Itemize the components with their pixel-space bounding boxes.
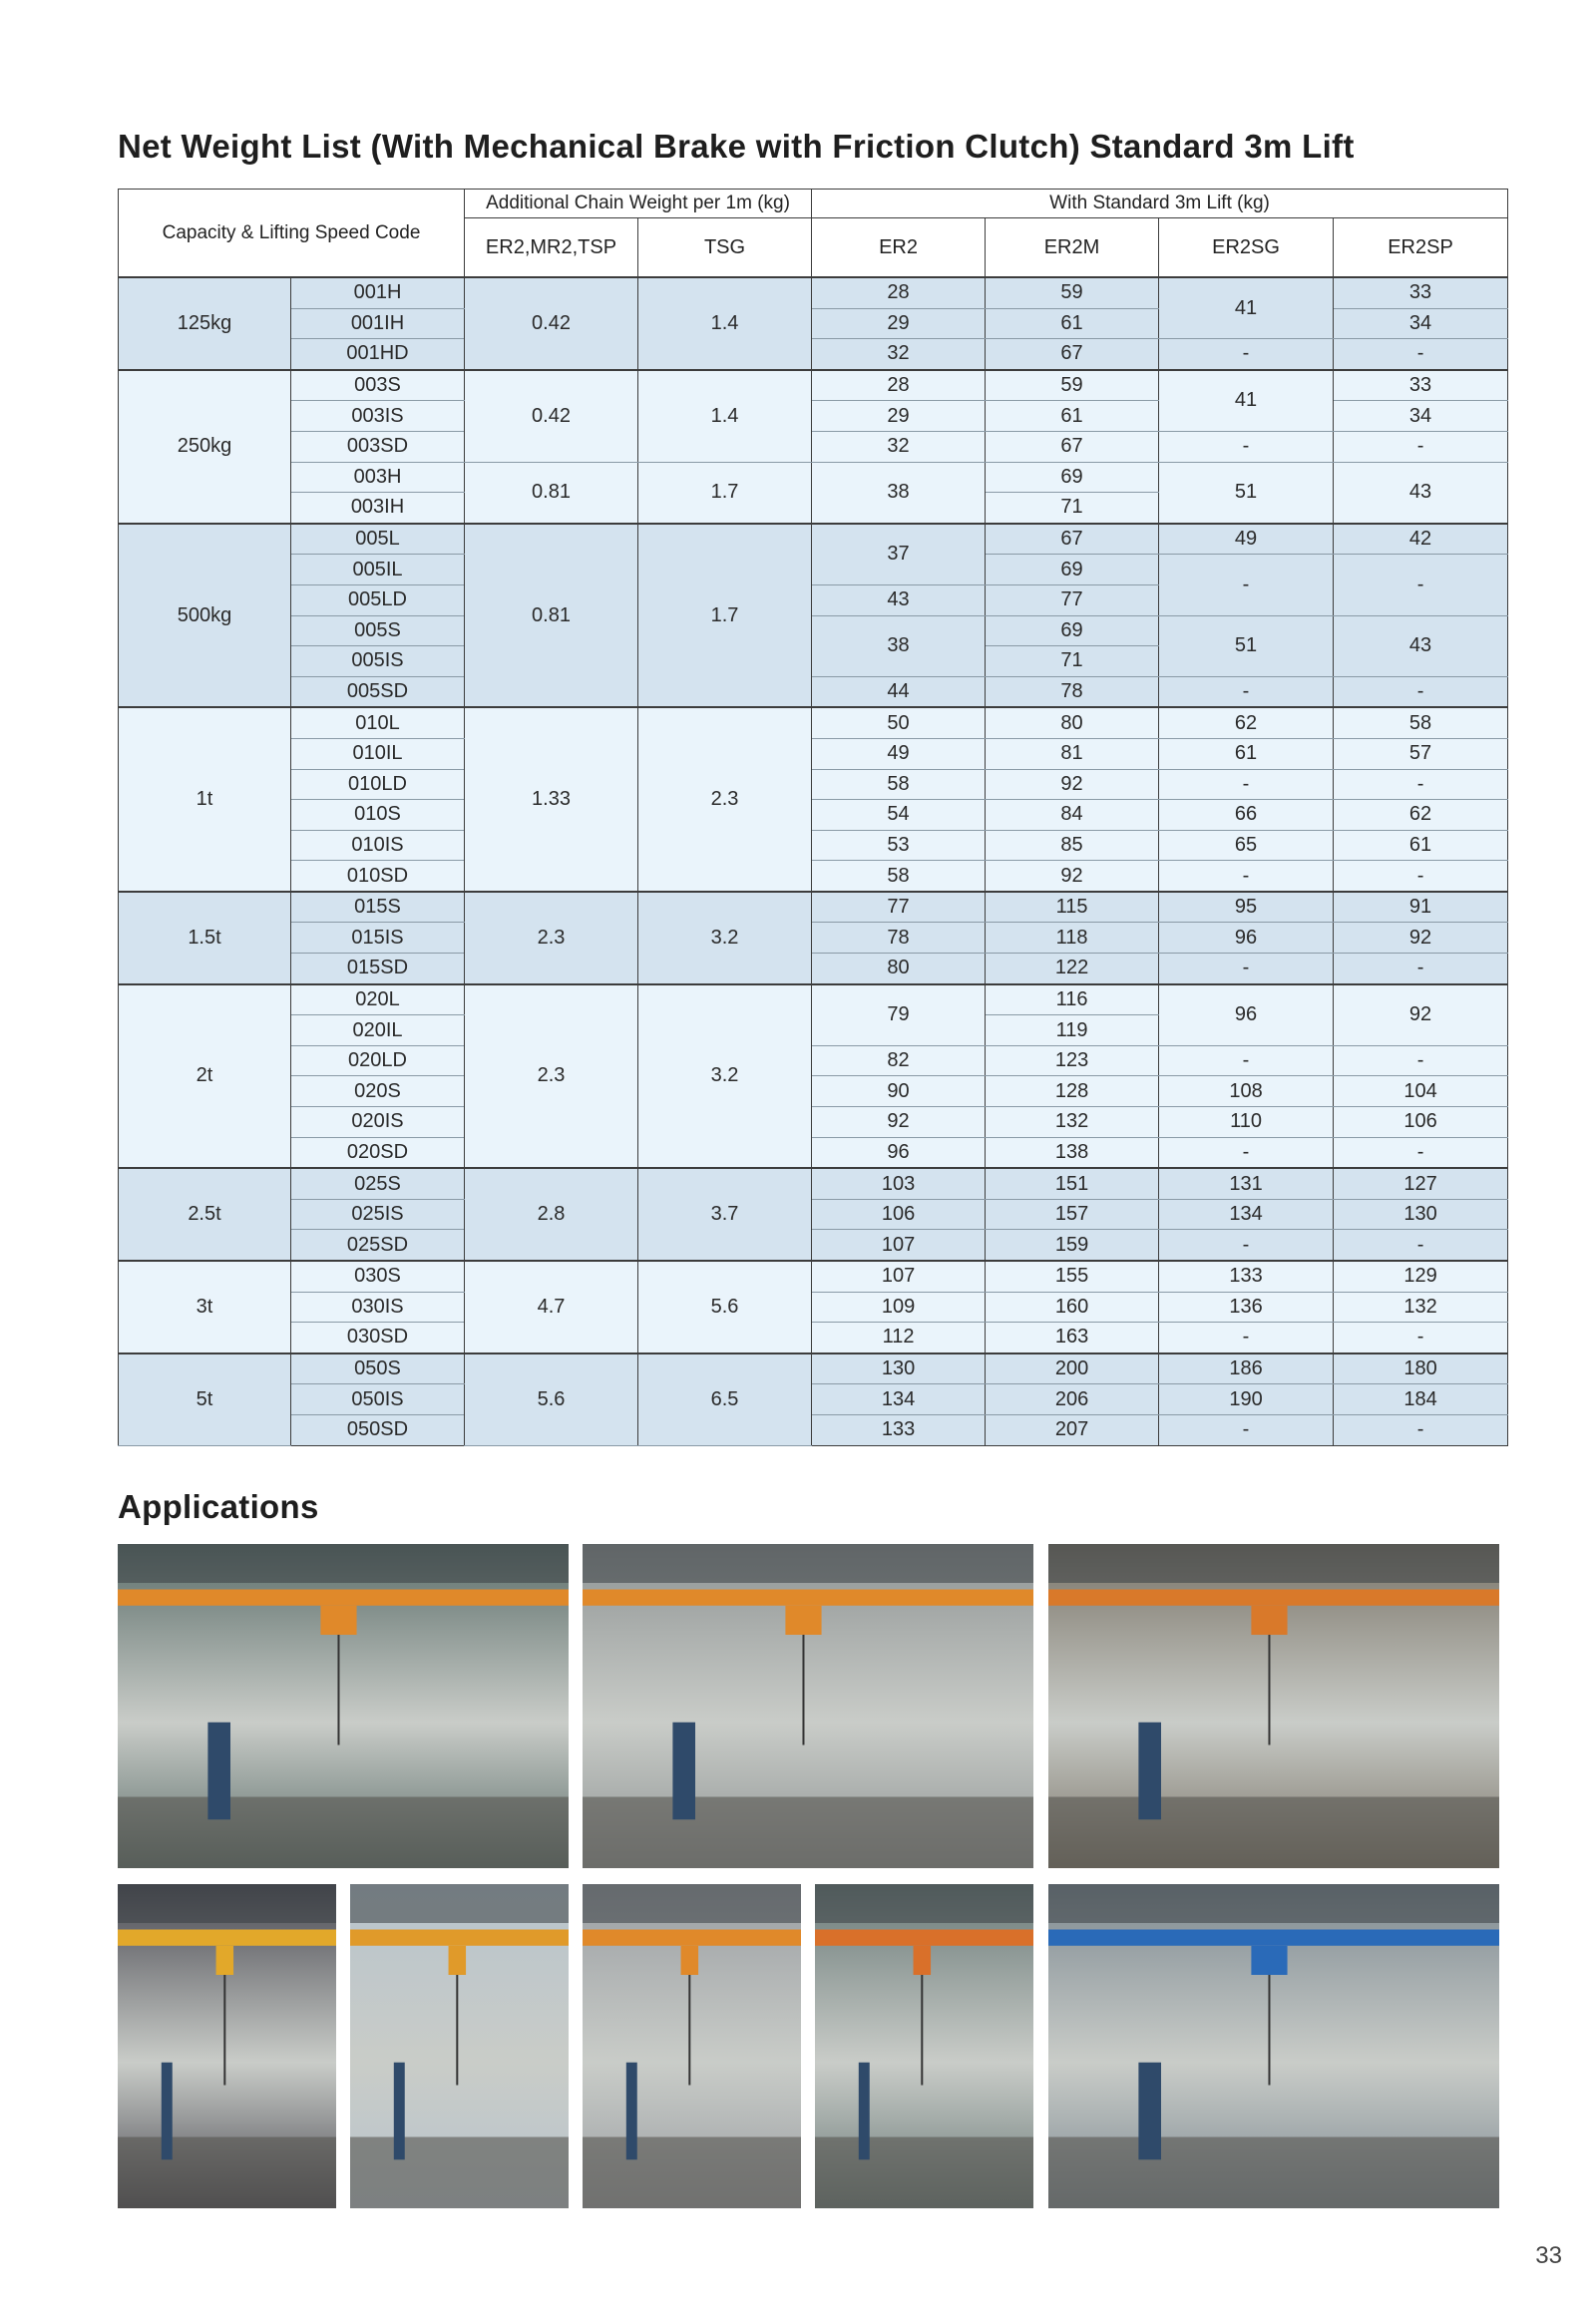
speed-code-cell: 050S bbox=[291, 1353, 465, 1384]
er2sp-weight-cell: 42 bbox=[1334, 524, 1508, 555]
er2-weight-cell: 29 bbox=[812, 401, 986, 432]
table-row bbox=[119, 1323, 1508, 1353]
er2sg-weight-cell: 65 bbox=[1159, 830, 1334, 861]
er2m-weight-cell: 206 bbox=[986, 1384, 1159, 1415]
speed-code-cell: 050IS bbox=[291, 1384, 465, 1415]
er2-weight-cell: 109 bbox=[812, 1292, 986, 1323]
speed-code-cell: 020SD bbox=[291, 1137, 465, 1168]
table-row bbox=[119, 800, 1508, 831]
table-row bbox=[119, 524, 1508, 555]
chain-er2-mr2-tsp-cell: 0.81 bbox=[465, 462, 638, 524]
speed-code-cell: 030S bbox=[291, 1261, 465, 1292]
capacity-cell: 1.5t bbox=[119, 892, 291, 984]
er2m-weight-cell: 132 bbox=[986, 1107, 1159, 1138]
er2sp-weight-cell: 33 bbox=[1334, 370, 1508, 401]
er2-weight-cell: 38 bbox=[812, 615, 986, 676]
er2sg-weight-cell: - bbox=[1159, 1137, 1334, 1168]
speed-code-cell: 005IL bbox=[291, 555, 465, 585]
table-row bbox=[119, 1292, 1508, 1323]
er2-weight-cell: 38 bbox=[812, 462, 986, 524]
chain-tsg-cell: 1.4 bbox=[638, 277, 812, 370]
speed-code-cell: 001H bbox=[291, 277, 465, 308]
page-title: Net Weight List (With Mechanical Brake with Friction Clutch) Standard 3m Lift bbox=[118, 128, 1355, 165]
er2sg-weight-cell: - bbox=[1159, 676, 1334, 707]
table-row bbox=[119, 431, 1508, 462]
er2sp-weight-cell: 104 bbox=[1334, 1076, 1508, 1107]
er2-weight-cell: 29 bbox=[812, 308, 986, 339]
chain-er2-mr2-tsp-cell: 0.42 bbox=[465, 277, 638, 370]
er2m-weight-cell: 92 bbox=[986, 769, 1159, 800]
speed-code-cell: 001IH bbox=[291, 308, 465, 339]
er2-weight-cell: 28 bbox=[812, 370, 986, 401]
er2sg-weight-cell: 62 bbox=[1159, 707, 1334, 738]
er2sp-weight-cell: 92 bbox=[1334, 923, 1508, 954]
er2m-weight-cell: 123 bbox=[986, 1045, 1159, 1076]
er2sg-weight-cell: - bbox=[1159, 1045, 1334, 1076]
er2m-weight-cell: 81 bbox=[986, 738, 1159, 769]
er2sp-weight-cell: 180 bbox=[1334, 1353, 1508, 1384]
table-row bbox=[119, 1261, 1508, 1292]
table-row bbox=[119, 984, 1508, 1015]
speed-code-cell: 020L bbox=[291, 984, 465, 1015]
capacity-cell: 3t bbox=[119, 1261, 291, 1353]
chain-er2-mr2-tsp-cell: 2.3 bbox=[465, 892, 638, 984]
er2sp-weight-cell: - bbox=[1334, 861, 1508, 892]
table-row bbox=[119, 738, 1508, 769]
er2sp-weight-cell: - bbox=[1334, 431, 1508, 462]
net-weight-table bbox=[118, 189, 1508, 1446]
er2sp-weight-cell: - bbox=[1334, 1230, 1508, 1261]
er2-weight-cell: 107 bbox=[812, 1230, 986, 1261]
header-chain-weight: Additional Chain Weight per 1m (kg) bbox=[465, 190, 812, 218]
chain-tsg-cell: 3.2 bbox=[638, 892, 812, 984]
speed-code-cell: 030SD bbox=[291, 1323, 465, 1353]
table-row bbox=[119, 1414, 1508, 1445]
capacity-cell: 125kg bbox=[119, 277, 291, 370]
capacity-cell: 2t bbox=[119, 984, 291, 1169]
speed-code-cell: 030IS bbox=[291, 1292, 465, 1323]
er2sg-weight-cell: 136 bbox=[1159, 1292, 1334, 1323]
header-col-er2sg: ER2SG bbox=[1159, 218, 1334, 278]
er2sg-weight-cell: 95 bbox=[1159, 892, 1334, 923]
er2-weight-cell: 80 bbox=[812, 954, 986, 984]
header-capacity: Capacity & Lifting Speed Code bbox=[119, 190, 465, 278]
er2sg-weight-cell: 41 bbox=[1159, 370, 1334, 432]
capacity-cell: 1t bbox=[119, 707, 291, 892]
chain-er2-mr2-tsp-cell: 2.3 bbox=[465, 984, 638, 1169]
header-col-er2m: ER2M bbox=[986, 218, 1159, 278]
chain-tsg-cell: 1.7 bbox=[638, 524, 812, 708]
er2sg-weight-cell: 96 bbox=[1159, 923, 1334, 954]
er2m-weight-cell: 71 bbox=[986, 493, 1159, 524]
header-col-er2sp: ER2SP bbox=[1334, 218, 1508, 278]
er2sg-weight-cell: 190 bbox=[1159, 1384, 1334, 1415]
chain-er2-mr2-tsp-cell: 0.81 bbox=[465, 524, 638, 708]
table-row bbox=[119, 1045, 1508, 1076]
er2m-weight-cell: 67 bbox=[986, 339, 1159, 370]
header-col-er2: ER2 bbox=[812, 218, 986, 278]
table-row bbox=[119, 861, 1508, 892]
table-row bbox=[119, 462, 1508, 493]
er2sg-weight-cell: 131 bbox=[1159, 1168, 1334, 1199]
er2m-weight-cell: 159 bbox=[986, 1230, 1159, 1261]
speed-code-cell: 015S bbox=[291, 892, 465, 923]
er2m-weight-cell: 85 bbox=[986, 830, 1159, 861]
er2m-weight-cell: 69 bbox=[986, 462, 1159, 493]
er2m-weight-cell: 69 bbox=[986, 555, 1159, 585]
table-row bbox=[119, 954, 1508, 984]
er2sp-weight-cell: - bbox=[1334, 1045, 1508, 1076]
speed-code-cell: 005IS bbox=[291, 646, 465, 677]
photo-workshop-crane bbox=[1048, 1544, 1499, 1868]
er2sg-weight-cell: 134 bbox=[1159, 1199, 1334, 1230]
table-row bbox=[119, 1353, 1508, 1384]
table-row bbox=[119, 769, 1508, 800]
chain-er2-mr2-tsp-cell: 4.7 bbox=[465, 1261, 638, 1353]
er2-weight-cell: 103 bbox=[812, 1168, 986, 1199]
er2sg-weight-cell: - bbox=[1159, 861, 1334, 892]
speed-code-cell: 010L bbox=[291, 707, 465, 738]
er2-weight-cell: 82 bbox=[812, 1045, 986, 1076]
table-row bbox=[119, 1384, 1508, 1415]
er2-weight-cell: 112 bbox=[812, 1323, 986, 1353]
er2m-weight-cell: 67 bbox=[986, 524, 1159, 555]
header-col-er2-mr2-tsp: ER2,MR2,TSP bbox=[465, 218, 638, 278]
table-row bbox=[119, 707, 1508, 738]
er2sp-weight-cell: 184 bbox=[1334, 1384, 1508, 1415]
er2sp-weight-cell: 34 bbox=[1334, 401, 1508, 432]
er2sg-weight-cell: - bbox=[1159, 769, 1334, 800]
table-row bbox=[119, 1230, 1508, 1261]
er2-weight-cell: 130 bbox=[812, 1353, 986, 1384]
er2sp-weight-cell: - bbox=[1334, 954, 1508, 984]
speed-code-cell: 010IS bbox=[291, 830, 465, 861]
header-standard-lift: With Standard 3m Lift (kg) bbox=[812, 190, 1508, 218]
er2sp-weight-cell: 132 bbox=[1334, 1292, 1508, 1323]
chain-tsg-cell: 3.7 bbox=[638, 1168, 812, 1261]
er2m-weight-cell: 155 bbox=[986, 1261, 1159, 1292]
er2-weight-cell: 90 bbox=[812, 1076, 986, 1107]
er2sp-weight-cell: 33 bbox=[1334, 277, 1508, 308]
er2sg-weight-cell: 41 bbox=[1159, 277, 1334, 339]
er2m-weight-cell: 200 bbox=[986, 1353, 1159, 1384]
er2sp-weight-cell: 34 bbox=[1334, 308, 1508, 339]
er2m-weight-cell: 59 bbox=[986, 277, 1159, 308]
er2-weight-cell: 96 bbox=[812, 1137, 986, 1168]
speed-code-cell: 010LD bbox=[291, 769, 465, 800]
er2m-weight-cell: 119 bbox=[986, 1015, 1159, 1046]
chain-tsg-cell: 1.7 bbox=[638, 462, 812, 524]
chain-er2-mr2-tsp-cell: 1.33 bbox=[465, 707, 638, 892]
table-row bbox=[119, 1107, 1508, 1138]
speed-code-cell: 015IS bbox=[291, 923, 465, 954]
er2sp-weight-cell: - bbox=[1334, 769, 1508, 800]
speed-code-cell: 010S bbox=[291, 800, 465, 831]
speed-code-cell: 025SD bbox=[291, 1230, 465, 1261]
er2sg-weight-cell: 186 bbox=[1159, 1353, 1334, 1384]
speed-code-cell: 015SD bbox=[291, 954, 465, 984]
er2sp-weight-cell: 127 bbox=[1334, 1168, 1508, 1199]
speed-code-cell: 020IL bbox=[291, 1015, 465, 1046]
photo-forge-shop-crane bbox=[118, 1544, 569, 1868]
photo-truck-loading bbox=[583, 1884, 801, 2208]
table-row bbox=[119, 339, 1508, 370]
er2m-weight-cell: 59 bbox=[986, 370, 1159, 401]
table-row bbox=[119, 370, 1508, 401]
er2m-weight-cell: 115 bbox=[986, 892, 1159, 923]
chain-tsg-cell: 6.5 bbox=[638, 1353, 812, 1445]
er2-weight-cell: 77 bbox=[812, 892, 986, 923]
er2m-weight-cell: 77 bbox=[986, 584, 1159, 615]
er2sp-weight-cell: 92 bbox=[1334, 984, 1508, 1046]
er2-weight-cell: 92 bbox=[812, 1107, 986, 1138]
page-number: 33 bbox=[1535, 2242, 1562, 2269]
er2sg-weight-cell: 61 bbox=[1159, 738, 1334, 769]
er2m-weight-cell: 157 bbox=[986, 1199, 1159, 1230]
speed-code-cell: 010SD bbox=[291, 861, 465, 892]
er2sp-weight-cell: 62 bbox=[1334, 800, 1508, 831]
er2sg-weight-cell: - bbox=[1159, 339, 1334, 370]
capacity-cell: 500kg bbox=[119, 524, 291, 708]
er2sp-weight-cell: 43 bbox=[1334, 615, 1508, 676]
er2-weight-cell: 58 bbox=[812, 769, 986, 800]
er2m-weight-cell: 163 bbox=[986, 1323, 1159, 1353]
er2sp-weight-cell: 43 bbox=[1334, 462, 1508, 524]
speed-code-cell: 020LD bbox=[291, 1045, 465, 1076]
table-row bbox=[119, 615, 1508, 646]
er2sp-weight-cell: 91 bbox=[1334, 892, 1508, 923]
er2m-weight-cell: 71 bbox=[986, 646, 1159, 677]
er2m-weight-cell: 138 bbox=[986, 1137, 1159, 1168]
er2sg-weight-cell: 66 bbox=[1159, 800, 1334, 831]
applications-title: Applications bbox=[118, 1488, 319, 1525]
er2sg-weight-cell: 51 bbox=[1159, 462, 1334, 524]
er2sp-weight-cell: 130 bbox=[1334, 1199, 1508, 1230]
er2sg-weight-cell: - bbox=[1159, 954, 1334, 984]
photo-machine-tool bbox=[815, 1884, 1033, 2208]
speed-code-cell: 001HD bbox=[291, 339, 465, 370]
er2m-weight-cell: 122 bbox=[986, 954, 1159, 984]
chain-tsg-cell: 5.6 bbox=[638, 1261, 812, 1353]
er2m-weight-cell: 92 bbox=[986, 861, 1159, 892]
er2-weight-cell: 134 bbox=[812, 1384, 986, 1415]
photo-blue-runway bbox=[1048, 1884, 1499, 2208]
speed-code-cell: 003SD bbox=[291, 431, 465, 462]
speed-code-cell: 003IH bbox=[291, 493, 465, 524]
speed-code-cell: 010IL bbox=[291, 738, 465, 769]
er2-weight-cell: 44 bbox=[812, 676, 986, 707]
er2m-weight-cell: 67 bbox=[986, 431, 1159, 462]
er2-weight-cell: 58 bbox=[812, 861, 986, 892]
speed-code-cell: 005LD bbox=[291, 584, 465, 615]
er2m-weight-cell: 118 bbox=[986, 923, 1159, 954]
er2m-weight-cell: 61 bbox=[986, 308, 1159, 339]
er2m-weight-cell: 128 bbox=[986, 1076, 1159, 1107]
capacity-cell: 2.5t bbox=[119, 1168, 291, 1261]
er2sg-weight-cell: 49 bbox=[1159, 524, 1334, 555]
er2sp-weight-cell: 106 bbox=[1334, 1107, 1508, 1138]
er2sp-weight-cell: 61 bbox=[1334, 830, 1508, 861]
header-col-tsg: TSG bbox=[638, 218, 812, 278]
chain-er2-mr2-tsp-cell: 5.6 bbox=[465, 1353, 638, 1445]
er2sg-weight-cell: 96 bbox=[1159, 984, 1334, 1046]
table-row bbox=[119, 1199, 1508, 1230]
er2sp-weight-cell: 57 bbox=[1334, 738, 1508, 769]
er2m-weight-cell: 80 bbox=[986, 707, 1159, 738]
chain-er2-mr2-tsp-cell: 2.8 bbox=[465, 1168, 638, 1261]
er2-weight-cell: 79 bbox=[812, 984, 986, 1046]
er2sp-weight-cell: - bbox=[1334, 1323, 1508, 1353]
speed-code-cell: 020IS bbox=[291, 1107, 465, 1138]
er2m-weight-cell: 84 bbox=[986, 800, 1159, 831]
er2-weight-cell: 37 bbox=[812, 524, 986, 585]
chain-tsg-cell: 1.4 bbox=[638, 370, 812, 462]
er2sp-weight-cell: - bbox=[1334, 676, 1508, 707]
er2-weight-cell: 28 bbox=[812, 277, 986, 308]
er2sp-weight-cell: - bbox=[1334, 1414, 1508, 1445]
er2m-weight-cell: 61 bbox=[986, 401, 1159, 432]
er2sg-weight-cell: - bbox=[1159, 555, 1334, 615]
er2sg-weight-cell: - bbox=[1159, 1230, 1334, 1261]
er2m-weight-cell: 69 bbox=[986, 615, 1159, 646]
speed-code-cell: 005L bbox=[291, 524, 465, 555]
er2m-weight-cell: 207 bbox=[986, 1414, 1159, 1445]
photo-pipe-lifting bbox=[583, 1544, 1033, 1868]
table-row bbox=[119, 830, 1508, 861]
er2m-weight-cell: 116 bbox=[986, 984, 1159, 1015]
er2-weight-cell: 49 bbox=[812, 738, 986, 769]
er2sp-weight-cell: - bbox=[1334, 1137, 1508, 1168]
er2-weight-cell: 106 bbox=[812, 1199, 986, 1230]
speed-code-cell: 003H bbox=[291, 462, 465, 493]
table-row bbox=[119, 676, 1508, 707]
table-row bbox=[119, 1076, 1508, 1107]
er2-weight-cell: 43 bbox=[812, 584, 986, 615]
er2sp-weight-cell: 58 bbox=[1334, 707, 1508, 738]
er2-weight-cell: 133 bbox=[812, 1414, 986, 1445]
speed-code-cell: 025IS bbox=[291, 1199, 465, 1230]
speed-code-cell: 050SD bbox=[291, 1414, 465, 1445]
table-row bbox=[119, 1168, 1508, 1199]
table-row bbox=[119, 892, 1508, 923]
er2m-weight-cell: 160 bbox=[986, 1292, 1159, 1323]
er2sp-weight-cell: - bbox=[1334, 339, 1508, 370]
er2sg-weight-cell: 51 bbox=[1159, 615, 1334, 676]
speed-code-cell: 003S bbox=[291, 370, 465, 401]
er2-weight-cell: 78 bbox=[812, 923, 986, 954]
chain-er2-mr2-tsp-cell: 0.42 bbox=[465, 370, 638, 462]
er2-weight-cell: 32 bbox=[812, 431, 986, 462]
er2-weight-cell: 50 bbox=[812, 707, 986, 738]
er2-weight-cell: 107 bbox=[812, 1261, 986, 1292]
speed-code-cell: 005SD bbox=[291, 676, 465, 707]
er2m-weight-cell: 78 bbox=[986, 676, 1159, 707]
capacity-cell: 250kg bbox=[119, 370, 291, 524]
chain-tsg-cell: 3.2 bbox=[638, 984, 812, 1169]
er2sg-weight-cell: 108 bbox=[1159, 1076, 1334, 1107]
er2-weight-cell: 53 bbox=[812, 830, 986, 861]
speed-code-cell: 005S bbox=[291, 615, 465, 646]
er2sg-weight-cell: - bbox=[1159, 431, 1334, 462]
speed-code-cell: 020S bbox=[291, 1076, 465, 1107]
capacity-cell: 5t bbox=[119, 1353, 291, 1445]
photo-hoist-outdoor bbox=[350, 1884, 569, 2208]
speed-code-cell: 003IS bbox=[291, 401, 465, 432]
er2sg-weight-cell: - bbox=[1159, 1323, 1334, 1353]
table-row bbox=[119, 1137, 1508, 1168]
table-row bbox=[119, 923, 1508, 954]
table-row bbox=[119, 277, 1508, 308]
er2sp-weight-cell: 129 bbox=[1334, 1261, 1508, 1292]
er2-weight-cell: 32 bbox=[812, 339, 986, 370]
er2sp-weight-cell: - bbox=[1334, 555, 1508, 615]
speed-code-cell: 025S bbox=[291, 1168, 465, 1199]
chain-tsg-cell: 2.3 bbox=[638, 707, 812, 892]
er2-weight-cell: 54 bbox=[812, 800, 986, 831]
er2sg-weight-cell: 133 bbox=[1159, 1261, 1334, 1292]
photo-worker-coil bbox=[118, 1884, 336, 2208]
er2m-weight-cell: 151 bbox=[986, 1168, 1159, 1199]
er2sg-weight-cell: - bbox=[1159, 1414, 1334, 1445]
er2sg-weight-cell: 110 bbox=[1159, 1107, 1334, 1138]
